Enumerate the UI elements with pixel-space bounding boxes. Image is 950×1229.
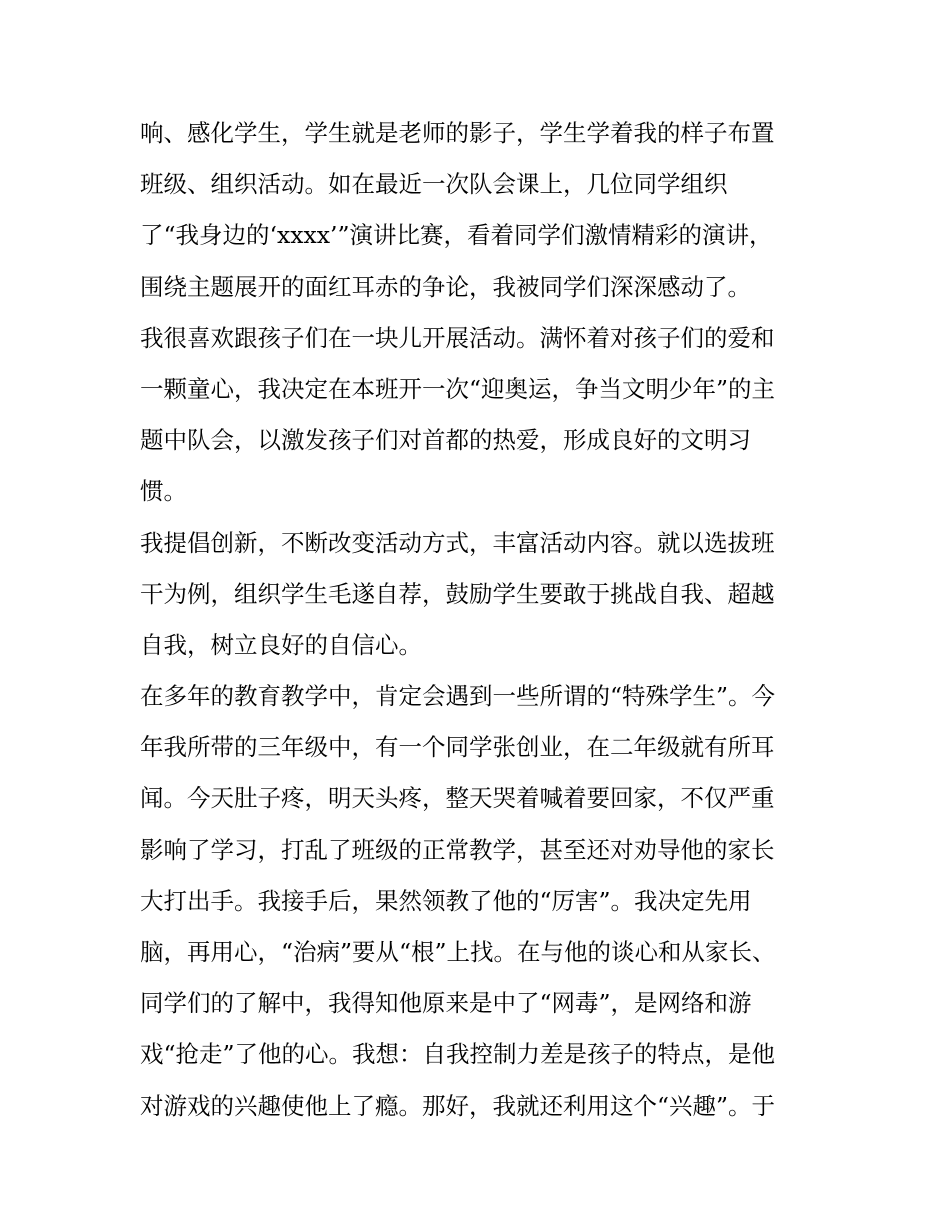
text-line: 班级、组织活动。如在最近一次队会课上，几位同学组织 <box>140 170 728 199</box>
text-line: 戏“抢走”了他的心。我想：自我控制力差是孩子的特点，是他 <box>140 1040 776 1069</box>
text-line: 一颗童心，我决定在本班开一次“迎奥运，争当文明少年”的主 <box>140 374 776 403</box>
text-line: 年我所带的三年级中，有一个同学张创业，在二年级就有所耳 <box>140 733 775 762</box>
text-line: 我提倡创新，不断改变活动方式，丰富活动内容。就以选拔班 <box>140 528 775 557</box>
document-body <box>140 108 820 1132</box>
text-line: 自我，树立良好的自信心。 <box>140 630 422 659</box>
text-line: 大打出手。我接手后，果然领教了他的“厉害”。我决定先用 <box>140 886 752 915</box>
text-line: 干为例，组织学生毛遂自荐，鼓励学生要敢于挑战自我、超越 <box>140 579 775 608</box>
text-line: 同学们的了解中，我得知他原来是中了“网毒”，是网络和游 <box>140 989 752 1018</box>
text-line: 我很喜欢跟孩子们在一块儿开展活动。满怀着对孩子们的爱和 <box>140 323 775 352</box>
text-line: 在多年的教育教学中，肯定会遇到一些所谓的“特殊学生”。今 <box>140 682 776 711</box>
text-line: 了“我身边的‘xxxx’”演讲比赛，看着同学们激情精彩的演讲， <box>140 221 773 250</box>
text-line: 闻。今天肚子疼，明天头疼，整天哭着喊着要回家，不仅严重 <box>140 784 775 813</box>
text-line: 题中队会，以激发孩子们对首都的热爱，形成良好的文明习 <box>140 426 751 455</box>
text-line: 围绕主题展开的面红耳赤的争论，我被同学们深深感动了。 <box>140 272 751 301</box>
text-line: 惯。 <box>140 477 187 506</box>
text-line: 脑，再用心，“治病”要从“根”上找。在与他的谈心和从家长、 <box>140 938 776 966</box>
text-line: 对游戏的兴趣使他上了瘾。那好，我就还利用这个“兴趣”。于 <box>140 1091 776 1120</box>
text-line: 响、感化学生，学生就是老师的影子，学生学着我的样子布置 <box>140 119 775 147</box>
text-line: 影响了学习，打乱了班级的正常教学，甚至还对劝导他的家长 <box>140 835 775 864</box>
